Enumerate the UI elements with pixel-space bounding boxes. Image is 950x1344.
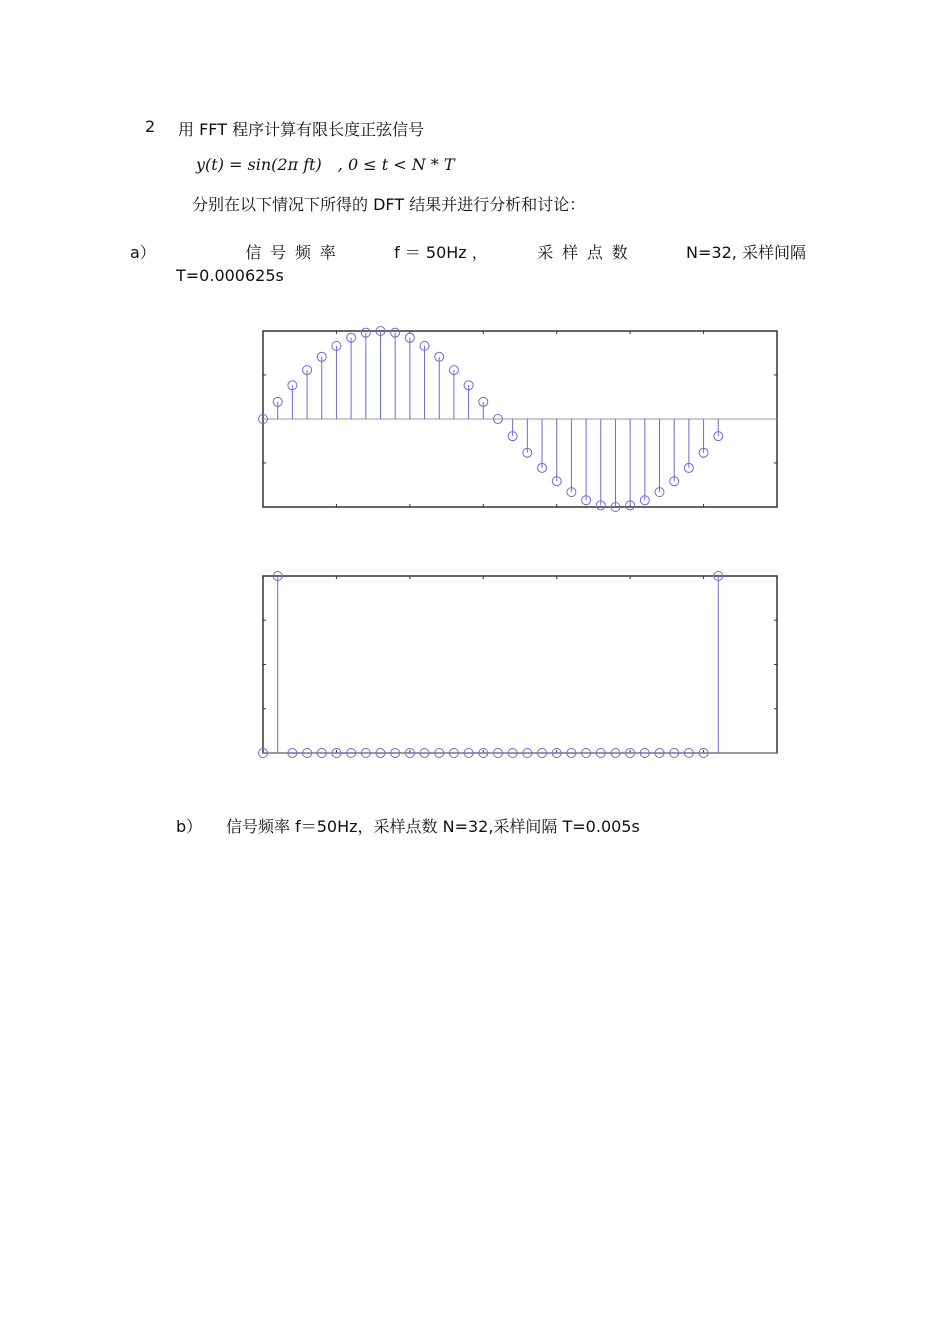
case-a-label: a）: [130, 243, 156, 262]
case-a-line2: T=0.000625s: [176, 266, 284, 285]
case-b-label: b）: [176, 817, 203, 836]
intro-text: 分别在以下情况下所得的 DFT 结果并进行分析和讨论：: [192, 195, 586, 214]
case-a-part1: 信号频率: [245, 243, 345, 262]
plot-frame-2: [263, 576, 777, 753]
case-a-part4: N=32, 采样间隔: [686, 243, 806, 262]
section-number: 2: [145, 117, 156, 136]
section-title: 用 FFT 程序计算有限长度正弦信号: [178, 120, 425, 139]
case-a-part2: f ＝ 50Hz ，: [394, 243, 488, 262]
case-a-part3: 采样点数: [537, 243, 637, 262]
case-b-text: 信号频率 f＝50Hz，采样点数 N=32,采样间隔 T=0.005s: [226, 817, 640, 836]
formula: y(t) = sin(2π ft) , 0 ≤ t < N * T: [196, 155, 455, 174]
